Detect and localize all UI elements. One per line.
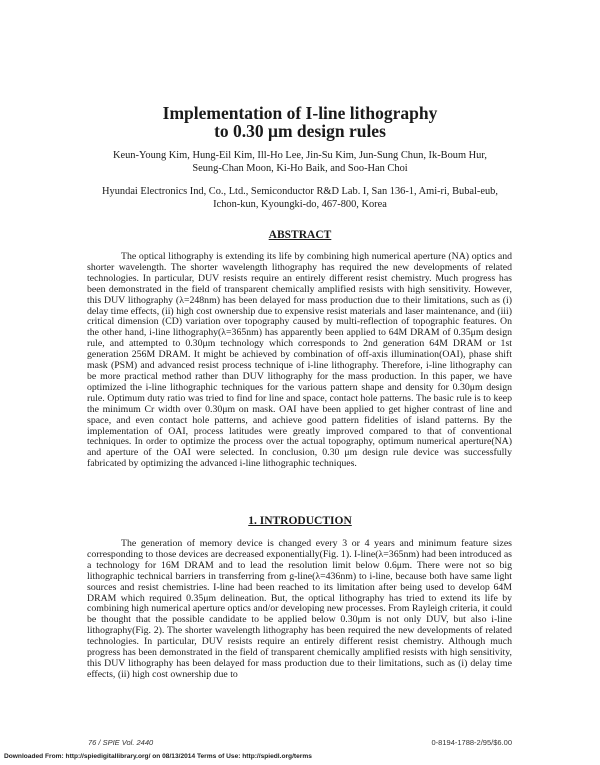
- abstract-heading-text: ABSTRACT: [268, 229, 332, 241]
- abstract-heading: [0, 228, 600, 242]
- affiliation: Hyundai Electronics Ind, Co., Ltd., Semiconductor R&D Lab. I, San 136-1, Ami-ri, Bubal-eub, Ichon-kun, Kyoungki-do, 467-800, Korea: [102, 186, 498, 210]
- abstract-body: The optical lithography is extending its life by combining high numerical aperture (NA) optics and shorter wavelength. The shorter wavelength lithography has required the new developments of related technologies. In particular, DUV resists require an entirely different resist chemistry. Much progress has been demonstrated in the field of transparent chemically amplified resists with high sensitivity. However, this DUV lithography (λ=248nm) has been delayed for mass production due to their limitations, such as (i) delay time effects, (ii) high cost ownership due to expensive resist materials and laser maintenance, and (iii) critical dimension (CD) variation over topography caused by multi-reflection of topographic features. On the other hand, i-line lithography(λ=365nm) has apparently been applied to 64M DRAM of 0.35μm design rule, and attempted to 0.30μm technology which corresponds to 2nd generation 64M DRAM or 1st generation 256M DRAM. It might be achieved by combination of off-axis illumination(OAI), phase shift mask (PSM) and advanced resist process technique of i-line lithography. Therefore, i-line lithography can be more practical method rather than DUV lithography for the mass production. In this paper, we have optimized the i-line lithographic techniques for the various pattern shape and density for 0.30μm design rule. Optimum duty ratio was tried to find for line and space, contact hole patterns. The basic rule is to keep the minimum Cr width over 0.30μm on mask. OAI have been applied to get higher contrast of line and space, and even contact hole patterns, and achieve good pattern fidelities of island patterns. By the implementation of OAI, process latitudes were greatly improved compared to that of conventional techniques. In order to optimize the process over the actual topography, optimum numerical aperture(NA) and aperture of the OAI were selected. In conclusion, 0.30 μm design rule device was successfully fabricated by optimizing the advanced i-line lithographic techniques.: [87, 251, 512, 470]
- journal-citation: 76 / SPIE Vol. 2440: [88, 738, 154, 747]
- introduction-heading: [0, 514, 600, 528]
- paper-title-line-2: to 0.30 μm design rules: [214, 121, 386, 141]
- author-list: Keun-Young Kim, Hung-Eil Kim, Ill-Ho Lee, Jin-Su Kim, Jun-Sung Chun, Ik-Boum Hur, Seung-Chan Moon, Ki-Ho Baik, and Soo-Han Choi: [112, 150, 488, 174]
- isbn-price: 0-8194-1788-2/95/$6.00: [431, 738, 512, 747]
- paper-title-line-1: Implementation of I-line lithography: [162, 103, 438, 123]
- download-notice: Downloaded From: http://spiedigitallibrary.org/ on 08/13/2014 Terms of Use: http://spiedl.org/terms: [4, 753, 312, 760]
- introduction-heading-text: 1. INTRODUCTION: [248, 515, 352, 527]
- introduction-body: The generation of memory device is changed every 3 or 4 years and minimum feature sizes corresponding to those devices are decreased exponentially(Fig. 1). I-line(λ=365nm) had been introduced as a technology for 16M DRAM and to lead the resolution limit below 0.6μm. There were not so big lithographic technical barriers in transferring from g-line(λ=436nm) to i-line, because both have same light sources and resist chemistries. I-line had been reached to its limitation after being used to develop 64M DRAM which required 0.35μm delineation. But, the optical lithography has tried to extend its life by combining high numerical aperture optics and/or developing new processes. From Rayleigh criteria, it could be thought that the possible candidate to be applied below 0.30μm is not only DUV, but also i-line lithography(Fig. 2). The shorter wavelength lithography has been required the new developments of related technologies. In particular, DUV resists require an entirely different resist chemistry. Although much progress has been demonstrated in the field of transparent chemically amplified resists with high sensitivity, this DUV lithography has been delayed for mass production due to their limitations, such as (i) delay time effects, (ii) high cost ownership due to: [87, 538, 512, 680]
